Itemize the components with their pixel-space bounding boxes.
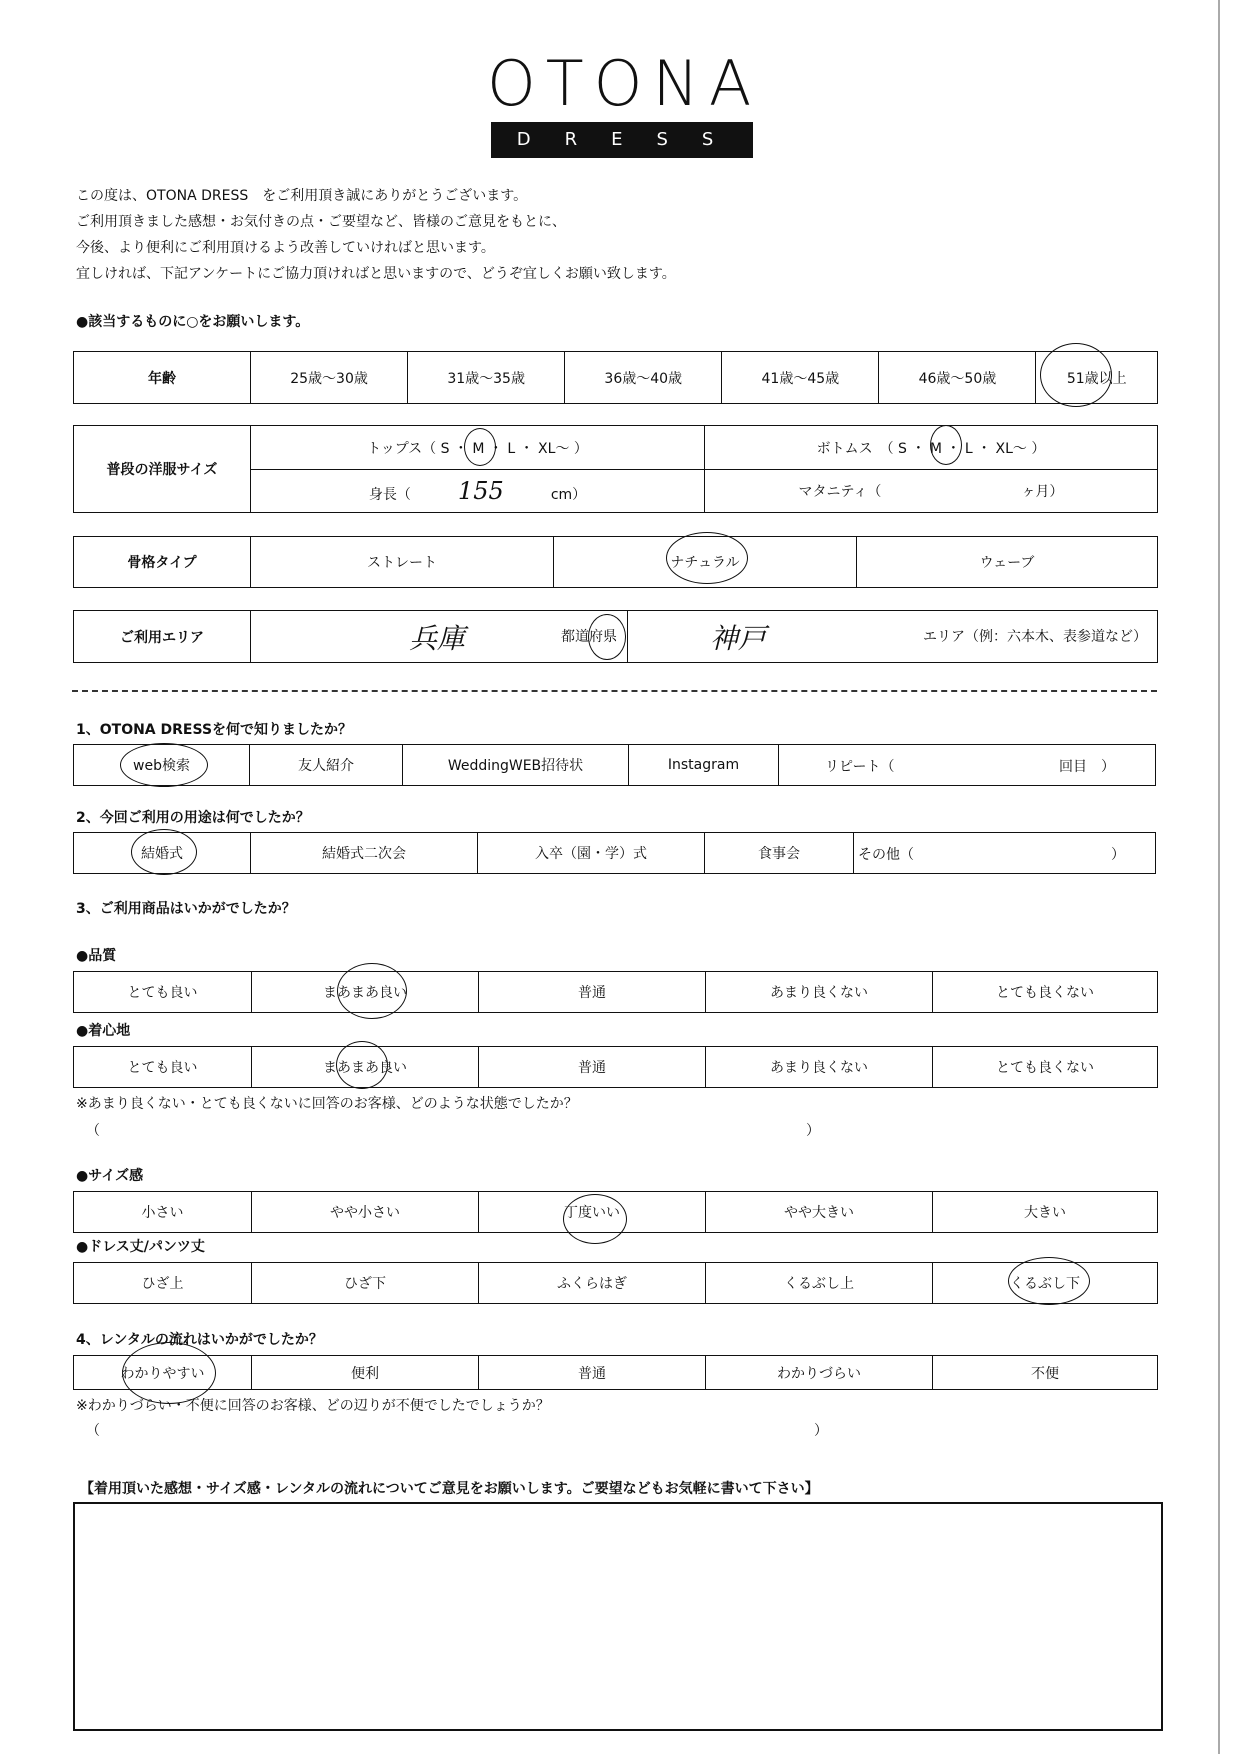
age-option[interactable]: 36歳～40歳	[565, 352, 722, 404]
comment-title: 【着用頂いた感想・サイズ感・レンタルの流れについてご意見をお願いします。ご要望などもお気軽に書いて下さい】	[80, 1481, 819, 1497]
comfort-option-selected[interactable]: まあまあ良い	[252, 1047, 479, 1088]
intro-line: この度は、OTONA DRESS をご利用頂き誠にありがとうございます。	[76, 188, 528, 204]
other-label: その他（	[858, 847, 914, 863]
fit-option[interactable]: 大きい	[933, 1192, 1158, 1233]
comfort-option[interactable]: とても良くない	[933, 1047, 1158, 1088]
q1-option[interactable]: WeddingWEB招待状	[403, 745, 629, 786]
other-close: ）	[1111, 847, 1125, 863]
length-option[interactable]: ひざ上	[74, 1263, 252, 1304]
q2-option[interactable]: 入卒（園・学）式	[478, 833, 705, 874]
body-type-table	[73, 536, 1158, 588]
fit-option[interactable]: やや大きい	[706, 1192, 933, 1233]
comfort-answer-open: （	[86, 1123, 100, 1139]
age-table	[73, 351, 1158, 404]
otona-dress-logo	[487, 47, 762, 158]
comfort-note: ※あまり良くない・とても良くないに回答のお客様、どのような状態でしたか？	[76, 1096, 578, 1112]
intro-line: 今後、より便利にご利用頂けるよう改善していければと思います。	[76, 240, 495, 256]
comfort-option[interactable]: 普通	[479, 1047, 706, 1088]
logo-main-text: OTONA	[487, 47, 762, 120]
length-option-selected[interactable]: くるぶし下	[933, 1263, 1158, 1304]
height-cell[interactable]	[251, 470, 705, 513]
fit-table	[73, 1191, 1158, 1233]
q1-option[interactable]: 友人紹介	[250, 745, 403, 786]
maternity-prefix: マタニティ（	[798, 484, 882, 500]
quality-option[interactable]: とても良い	[74, 972, 252, 1013]
quality-option[interactable]: とても良くない	[933, 972, 1158, 1013]
length-option[interactable]: ひざ下	[252, 1263, 479, 1304]
prefecture-value: 兵庫	[409, 622, 466, 655]
height-prefix: 身長（	[368, 487, 411, 503]
q1-option-repeat[interactable]	[779, 745, 1156, 786]
quality-option[interactable]: あまり良くない	[706, 972, 933, 1013]
comfort-label: ●着心地	[76, 1023, 131, 1039]
quality-table	[73, 971, 1158, 1013]
intro-line: 宜しければ、下記アンケートにご協力頂ければと思いますので、どうぞ宜しくお願い致します。	[76, 266, 676, 282]
maternity-suffix: ヶ月）	[1021, 484, 1064, 500]
age-option[interactable]: 46歳～50歳	[879, 352, 1036, 404]
repeat-label: リピート（	[825, 759, 895, 775]
q4-answer-close: ）	[814, 1423, 828, 1439]
q4-title: 4、レンタルの流れはいかがでしたか？	[76, 1332, 323, 1348]
length-table	[73, 1262, 1158, 1304]
size-table	[73, 425, 1158, 513]
q4-answer-open: （	[86, 1423, 100, 1439]
q1-table	[73, 744, 1156, 786]
q2-option-selected[interactable]: 結婚式	[74, 833, 251, 874]
q4-note: ※わかりづらい・不便に回答のお客様、どの辺りが不便でしたでしょうか？	[76, 1398, 550, 1414]
area-hint: エリア（例：六本木、表参道など）	[923, 629, 1147, 645]
q3-title: 3、ご利用商品はいかがでしたか？	[76, 901, 296, 917]
length-label: ●ドレス丈/パンツ丈	[76, 1239, 205, 1255]
q2-title: 2、今回ご利用の用途は何でしたか？	[76, 810, 310, 826]
height-value: 155	[457, 477, 504, 505]
q4-option-selected[interactable]: わかりやすい	[74, 1356, 252, 1390]
age-label: 年齢	[74, 352, 251, 404]
page-edge-line	[1218, 0, 1220, 1754]
q4-option[interactable]: 不便	[933, 1356, 1158, 1390]
body-type-option[interactable]: ストレート	[251, 537, 554, 588]
length-option[interactable]: くるぶし上	[706, 1263, 933, 1304]
intro-text	[76, 183, 676, 287]
q4-option[interactable]: わかりづらい	[706, 1356, 933, 1390]
area-table	[73, 610, 1158, 663]
size-label: 普段の洋服サイズ	[74, 426, 251, 513]
q2-table	[73, 832, 1156, 874]
tops-size[interactable]: トップス（ S ・ M ・ L ・ XL～ ）	[251, 426, 705, 470]
comfort-option[interactable]: とても良い	[74, 1047, 252, 1088]
intro-line: ご利用頂きました感想・お気付きの点・ご要望など、皆様のご意見をもとに、	[76, 214, 566, 230]
quality-label: ●品質	[76, 948, 117, 964]
comment-box[interactable]	[73, 1502, 1163, 1731]
prefecture-cell[interactable]	[251, 611, 628, 663]
age-option-selected[interactable]: 51歳以上	[1036, 352, 1158, 404]
quality-option-selected[interactable]: まあまあ良い	[252, 972, 479, 1013]
height-suffix: cm）	[550, 487, 587, 503]
comfort-answer-close: ）	[806, 1123, 820, 1139]
section-divider	[72, 690, 1157, 692]
q4-option[interactable]: 普通	[479, 1356, 706, 1390]
city-value: 神戸	[710, 622, 767, 655]
q1-option-selected[interactable]: web検索	[74, 745, 250, 786]
age-option[interactable]: 41歳～45歳	[722, 352, 879, 404]
body-type-label: 骨格タイプ	[74, 537, 251, 588]
fit-label: ●サイズ感	[76, 1168, 144, 1184]
q2-option-other[interactable]	[854, 833, 1156, 874]
comfort-option[interactable]: あまり良くない	[706, 1047, 933, 1088]
q2-option[interactable]: 食事会	[705, 833, 854, 874]
area-label: ご利用エリア	[74, 611, 251, 663]
logo-sub-text: DRESS	[491, 122, 753, 158]
q4-option[interactable]: 便利	[252, 1356, 479, 1390]
q1-title: 1、OTONA DRESSを何で知りましたか？	[76, 722, 353, 738]
q1-option[interactable]: Instagram	[629, 745, 779, 786]
comfort-table	[73, 1046, 1158, 1088]
fit-option[interactable]: やや小さい	[252, 1192, 479, 1233]
q4-table	[73, 1355, 1158, 1390]
bottoms-size[interactable]: ボトムス （ S ・ M ・ L ・ XL～ ）	[705, 426, 1158, 470]
fit-option-selected[interactable]: 丁度いい	[479, 1192, 706, 1233]
quality-option[interactable]: 普通	[479, 972, 706, 1013]
age-option[interactable]: 31歳～35歳	[408, 352, 565, 404]
fit-option[interactable]: 小さい	[74, 1192, 252, 1233]
repeat-count-label: 回目 ）	[1059, 759, 1115, 775]
age-option[interactable]: 25歳～30歳	[251, 352, 408, 404]
city-cell[interactable]	[628, 611, 1158, 663]
length-option[interactable]: ふくらはぎ	[479, 1263, 706, 1304]
body-type-option[interactable]: ウェーブ	[857, 537, 1158, 588]
prefecture-suffix: 都道府県	[561, 629, 617, 645]
instruction-text: ●該当するものに○をお願いします。	[76, 314, 310, 330]
q2-option[interactable]: 結婚式二次会	[251, 833, 478, 874]
body-type-option-selected[interactable]: ナチュラル	[554, 537, 857, 588]
maternity-cell[interactable]	[705, 470, 1158, 513]
